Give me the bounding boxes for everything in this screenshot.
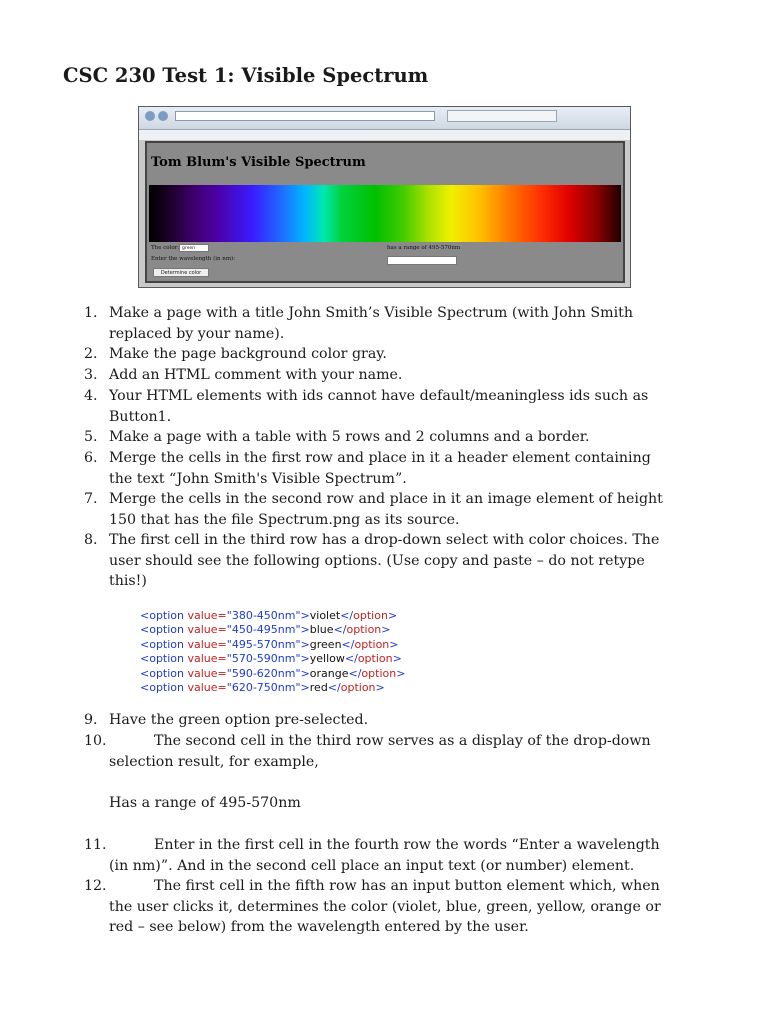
- document-title: CSC 230 Test 1: Visible Spectrum: [63, 64, 429, 87]
- code-option-label: blue: [309, 623, 334, 637]
- item-text-line: Make the page background color gray.: [109, 346, 387, 362]
- item-text-line: The second cell in the third row serves as a display of the drop-down: [154, 733, 651, 749]
- code-end-close: >: [389, 637, 399, 651]
- spectrum-screenshot: [138, 106, 631, 288]
- item-text-line: this!): [109, 573, 147, 590]
- item-text-line: the text “John Smith's Visible Spectrum”.: [109, 470, 407, 487]
- spectrum-page-title: Tom Blum's Visible Spectrum: [151, 155, 366, 170]
- code-attr: value=: [184, 623, 227, 637]
- code-end-open: </: [344, 652, 358, 666]
- code-value: "450-495nm": [226, 623, 301, 637]
- code-line: [140, 638, 405, 652]
- code-end-name: option: [357, 652, 393, 666]
- item-number: 5.: [84, 429, 98, 445]
- code-end-open: </: [340, 609, 354, 622]
- browser-menu-bar: [139, 130, 630, 140]
- code-end-open: </: [327, 681, 341, 695]
- code-tag-close: >: [300, 623, 310, 637]
- code-line: [140, 652, 405, 666]
- item-number: 3.: [84, 367, 98, 383]
- code-tag-close: >: [300, 652, 310, 666]
- list-item: [84, 530, 659, 592]
- code-option-label: yellow: [309, 652, 345, 666]
- item-number: 6.: [84, 450, 98, 466]
- code-option-label: orange: [309, 666, 349, 680]
- wavelength-label: Enter the wavelength (in nm):: [151, 256, 236, 262]
- code-line: [140, 667, 405, 681]
- code-value: "570-590nm": [226, 652, 301, 666]
- item-text-line: Merge the cells in the second row and place in it an image element of height: [109, 491, 663, 507]
- item-text-line: user should see the following options. (Use copy and paste – do not retype: [109, 552, 645, 569]
- list-item: [84, 710, 368, 731]
- code-end-open: </: [341, 637, 355, 651]
- item-text-line: selection result, for example,: [109, 753, 319, 770]
- list-item: [84, 427, 590, 448]
- code-attr: value=: [184, 637, 227, 651]
- code-end-open: </: [333, 623, 347, 637]
- item-number: 11.: [84, 837, 107, 853]
- list-item: [84, 835, 660, 876]
- code-value: "495-570nm": [226, 637, 301, 651]
- code-end-close: >: [381, 623, 391, 637]
- code-tag-open: <option: [140, 666, 184, 680]
- item-number: 1.: [84, 305, 98, 321]
- item-number: 9.: [84, 712, 98, 728]
- code-tag-open: <option: [140, 681, 184, 695]
- code-end-name: option: [346, 623, 382, 637]
- item-number: 10.: [84, 733, 107, 749]
- range-result: has a range of 495-570nm: [387, 245, 461, 251]
- item-number: 12.: [84, 878, 107, 894]
- list-item: [84, 489, 663, 530]
- list-item: [84, 365, 402, 386]
- code-tag-open: <option: [140, 623, 184, 637]
- code-value: "380-450nm": [226, 609, 301, 622]
- list-item: [84, 344, 387, 365]
- item-text-line: replaced by your name).: [109, 325, 285, 342]
- list-item: [84, 793, 301, 814]
- code-value: "620-750nm": [226, 681, 301, 695]
- code-end-close: >: [375, 681, 385, 695]
- determine-color-button: Determine color: [153, 268, 209, 277]
- forward-icon: [158, 111, 168, 121]
- code-tag-close: >: [300, 666, 310, 680]
- code-attr: value=: [184, 652, 227, 666]
- spectrum-image: [149, 185, 621, 242]
- item-text-line: Your HTML elements with ids cannot have default/meaningless ids such as: [109, 388, 649, 404]
- item-text-line: The first cell in the fifth row has an input button element which, when: [154, 878, 660, 894]
- code-end-name: option: [353, 609, 388, 622]
- color-select: green: [179, 244, 209, 252]
- browser-toolbar: [139, 107, 630, 130]
- browser-tab: [447, 110, 557, 122]
- item-text-line: Make a page with a title John Smith’s Visible Spectrum (with John Smith: [109, 305, 633, 321]
- item-text-line: Enter in the first cell in the fourth row the words “Enter a wavelength: [154, 837, 660, 853]
- code-end-close: >: [396, 666, 406, 680]
- option-code-block: [140, 609, 405, 695]
- code-tag-open: <option: [140, 609, 184, 622]
- code-tag-close: >: [300, 637, 310, 651]
- item-text-line: Has a range of 495-570nm: [109, 795, 301, 811]
- code-line: [140, 623, 405, 637]
- item-text-line: Merge the cells in the first row and place in it a header element containing: [109, 450, 651, 466]
- list-item: [84, 876, 661, 938]
- spectrum-page: [145, 141, 625, 283]
- list-item: [84, 731, 651, 772]
- code-attr: value=: [184, 609, 227, 622]
- back-icon: [145, 111, 155, 121]
- item-text-line: the user clicks it, determines the color (violet, blue, green, yellow, orange or: [109, 898, 661, 915]
- code-end-name: option: [361, 666, 397, 680]
- code-end-open: </: [348, 666, 362, 680]
- address-bar: [175, 111, 435, 121]
- item-text-line: red – see below) from the wavelength entered by the user.: [109, 919, 529, 936]
- code-option-label: green: [309, 637, 342, 651]
- code-end-close: >: [387, 609, 398, 622]
- item-number: 4.: [84, 388, 98, 404]
- item-text-line: Button1.: [109, 408, 172, 425]
- wavelength-input: [387, 256, 457, 265]
- list-item: [84, 448, 651, 489]
- item-number: 7.: [84, 491, 98, 507]
- item-number: 8.: [84, 532, 98, 548]
- code-option-label: red: [309, 681, 328, 695]
- code-tag-close: >: [300, 609, 310, 622]
- code-tag-open: <option: [140, 637, 184, 651]
- list-item: [84, 386, 648, 427]
- code-end-name: option: [354, 637, 390, 651]
- item-number: 2.: [84, 346, 98, 362]
- item-text-line: Have the green option pre-selected.: [109, 712, 369, 728]
- list-item: [84, 303, 633, 344]
- item-text-line: Add an HTML comment with your name.: [109, 367, 403, 383]
- item-text-line: 150 that has the file Spectrum.png as its source.: [109, 511, 460, 528]
- code-value: "590-620nm": [226, 666, 301, 680]
- code-tag-close: >: [300, 681, 310, 695]
- code-end-close: >: [392, 652, 402, 666]
- code-attr: value=: [184, 666, 227, 680]
- code-end-name: option: [340, 681, 376, 695]
- item-text-line: Make a page with a table with 5 rows and 2 columns and a border.: [109, 429, 590, 445]
- code-attr: value=: [184, 681, 227, 695]
- color-select-label: The color:: [151, 245, 180, 251]
- item-text-line: (in nm)”. And in the second cell place an input text (or number) element.: [109, 857, 635, 874]
- code-line: [140, 609, 405, 623]
- item-text-line: The first cell in the third row has a drop-down select with color choices. The: [109, 532, 660, 548]
- code-line: [140, 681, 405, 695]
- code-option-label: violet: [309, 609, 341, 622]
- code-tag-open: <option: [140, 652, 184, 666]
